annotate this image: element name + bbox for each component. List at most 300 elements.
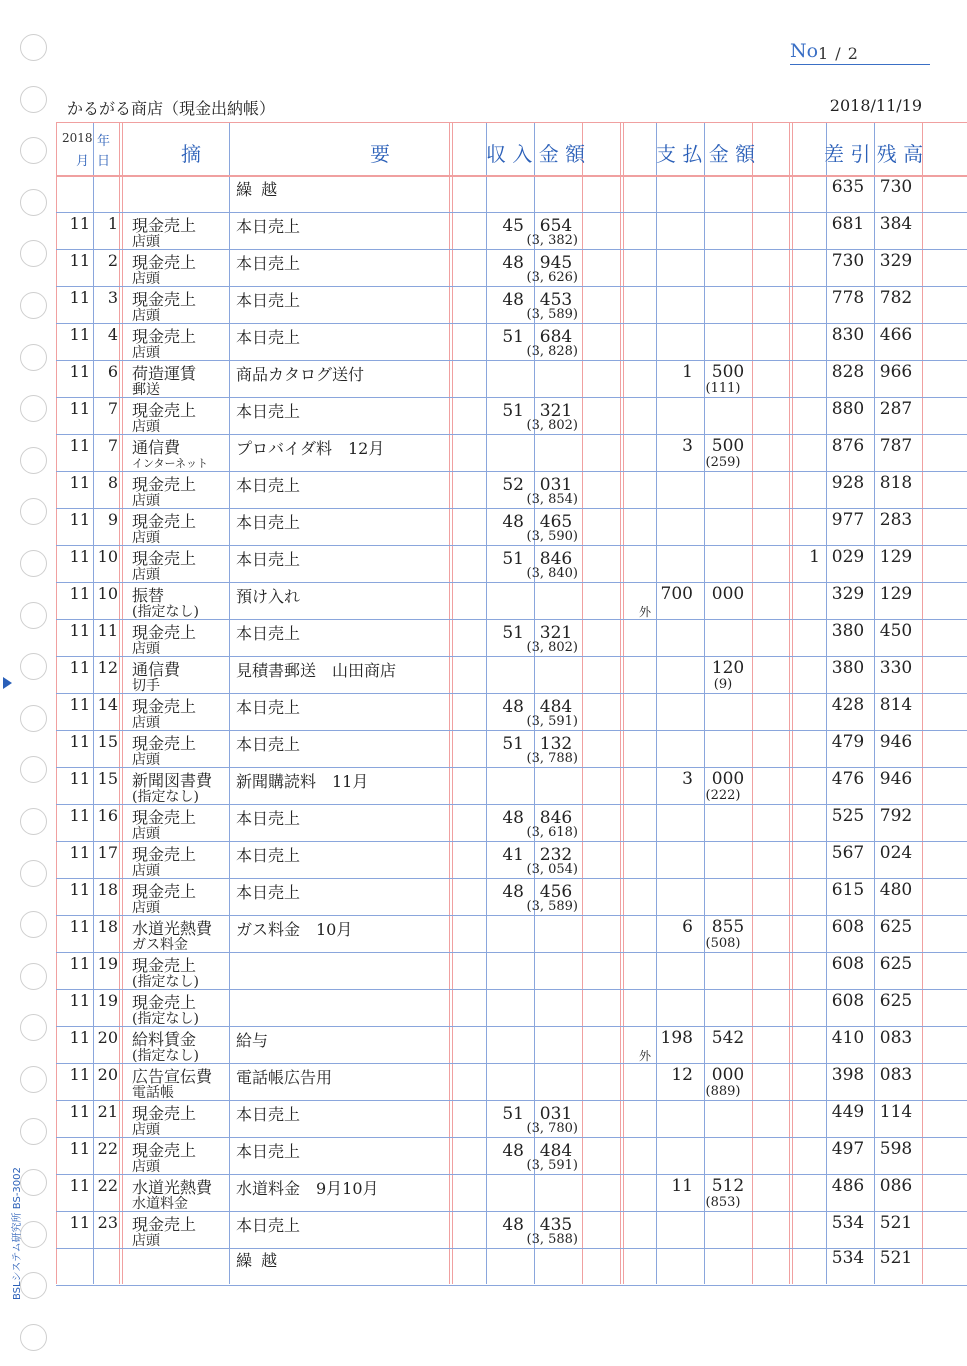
binder-hole: [20, 1118, 47, 1145]
cell-description: 本日売上: [236, 624, 301, 643]
carry-out-row: [56, 1246, 967, 1283]
ledger-row: [56, 1137, 967, 1174]
cell-day: 7: [107, 399, 118, 418]
cell-account: 現金売上: [132, 1215, 197, 1234]
cell-income-thousands: 51: [502, 623, 524, 643]
cell-balance-ones: 329: [879, 251, 913, 271]
cell-income-ones: 453: [539, 290, 573, 310]
cell-description: 本日売上: [236, 550, 301, 569]
header-month: 月: [76, 154, 90, 169]
cell-external-mark: 外: [639, 1049, 652, 1063]
cell-balance-thousands: 380: [831, 621, 865, 641]
cell-balance-thousands: 876: [831, 436, 865, 456]
cell-month: 11: [69, 1102, 90, 1121]
cell-day: 18: [97, 880, 118, 899]
cell-sub-account: 店頭: [132, 1122, 160, 1138]
cell-income-thousands: 48: [502, 1141, 524, 1161]
cell-sub-account: 店頭: [132, 752, 160, 768]
cell-month: 11: [69, 954, 90, 973]
cell-account: 現金売上: [132, 216, 197, 235]
cell-month: 11: [69, 732, 90, 751]
cell-balance-thousands: 525: [831, 806, 865, 826]
header-expense: 支 払 金 額: [656, 142, 756, 166]
cell-expense-tax: (889): [705, 1084, 741, 1099]
binder-hole: [20, 137, 47, 164]
cell-account: 水道光熱費: [132, 919, 213, 938]
cell-balance-ones: 782: [879, 288, 913, 308]
binder-hole: [20, 395, 47, 422]
cell-expense-tax: (853): [705, 1195, 741, 1210]
cell-balance-ones: 521: [879, 1213, 913, 1233]
cell-description: 本日売上: [236, 402, 301, 421]
cell-balance-ones: 287: [879, 399, 913, 419]
binder-hole: [20, 292, 47, 319]
cell-income-tax: (3, 054): [526, 862, 578, 877]
cell-external-mark: 外: [639, 605, 652, 619]
binder-hole: [20, 911, 47, 938]
cell-balance-ones: 129: [879, 584, 913, 604]
ledger-row: [56, 656, 967, 693]
cell-balance-millions: 1: [809, 547, 820, 567]
ledger-row: [56, 1063, 967, 1100]
cell-balance-thousands: 567: [831, 843, 865, 863]
cell-income-ones: 321: [539, 401, 573, 421]
cell-description: プロバイダ料 12月: [236, 439, 385, 458]
cell-expense-thousands: 1: [682, 362, 693, 382]
cell-account: 現金売上: [132, 845, 197, 864]
cell-income-thousands: 48: [502, 697, 524, 717]
cell-balance-thousands: 029: [831, 547, 865, 567]
cell-balance-thousands: 486: [831, 1176, 865, 1196]
carry-in-balance-ones: 730: [879, 177, 913, 197]
cell-day: 14: [97, 695, 118, 714]
ledger-row: [56, 1211, 967, 1248]
cell-expense-tax: (259): [705, 455, 741, 470]
cell-day: 8: [107, 473, 118, 492]
header-day: 日: [97, 154, 111, 169]
cell-income-tax: (3, 588): [526, 1232, 578, 1247]
cell-balance-ones: 625: [879, 917, 913, 937]
cell-account: 新聞図書費: [132, 771, 213, 790]
cell-description: 給与: [236, 1031, 269, 1050]
cell-balance-ones: 966: [879, 362, 913, 382]
cell-income-ones: 846: [539, 808, 573, 828]
cell-income-ones: 232: [539, 845, 573, 865]
cell-account: 現金売上: [132, 697, 197, 716]
cell-account: 現金売上: [132, 882, 197, 901]
cell-balance-thousands: 608: [831, 991, 865, 1011]
cell-income-thousands: 41: [502, 845, 524, 865]
cell-sub-account: 郵送: [132, 382, 160, 398]
carry-in-label: 繰 越: [236, 180, 280, 199]
cell-sub-account: 店頭: [132, 308, 160, 324]
cell-balance-thousands: 977: [831, 510, 865, 530]
cell-income-ones: 435: [539, 1215, 573, 1235]
cell-income-ones: 484: [539, 1141, 573, 1161]
cell-income-thousands: 48: [502, 512, 524, 532]
cell-day: 2: [107, 251, 118, 270]
cell-month: 11: [69, 1065, 90, 1084]
cell-description: 本日売上: [236, 328, 301, 347]
cell-expense-thousands: 700: [660, 584, 693, 604]
cell-balance-ones: 625: [879, 991, 913, 1011]
cell-sub-account: 店頭: [132, 530, 160, 546]
cell-account: 通信費: [132, 438, 181, 457]
page-number-label: No: [790, 40, 819, 62]
cell-month: 11: [69, 917, 90, 936]
cell-description: 本日売上: [236, 291, 301, 310]
ledger-row: [56, 767, 967, 804]
cell-expense-ones: 542: [711, 1028, 745, 1048]
cell-month: 11: [69, 399, 90, 418]
cell-description: ガス料金 10月: [236, 920, 353, 939]
cell-balance-thousands: 778: [831, 288, 865, 308]
cell-day: 20: [97, 1065, 118, 1084]
carry-in-row: [56, 175, 967, 212]
cell-expense-thousands: 6: [682, 917, 693, 937]
cell-description: 本日売上: [236, 846, 301, 865]
cell-income-tax: (3, 828): [526, 344, 578, 359]
cell-account: 水道光熱費: [132, 1178, 213, 1197]
cell-income-thousands: 48: [502, 253, 524, 273]
header-summary-left: 摘: [181, 142, 201, 166]
cell-expense-ones: 512: [711, 1176, 745, 1196]
cell-income-ones: 031: [539, 1104, 573, 1124]
cell-day: 9: [107, 510, 118, 529]
cell-description: 商品カタログ送付: [236, 365, 365, 384]
cell-balance-thousands: 410: [831, 1028, 865, 1048]
cell-balance-ones: 480: [879, 880, 913, 900]
binder-hole: [20, 240, 47, 267]
cell-day: 1: [107, 214, 118, 233]
cell-income-tax: (3, 618): [526, 825, 578, 840]
cell-day: 10: [97, 584, 118, 603]
cell-month: 11: [69, 806, 90, 825]
cell-income-tax: (3, 802): [526, 418, 578, 433]
ledger-row: [56, 878, 967, 915]
cell-income-ones: 684: [539, 327, 573, 347]
cell-balance-thousands: 497: [831, 1139, 865, 1159]
cell-income-ones: 484: [539, 697, 573, 717]
cell-income-ones: 465: [539, 512, 573, 532]
cell-day: 6: [107, 362, 118, 381]
cell-month: 11: [69, 510, 90, 529]
cell-income-tax: (3, 589): [526, 307, 578, 322]
header-summary-right: 要: [370, 142, 390, 166]
binder-hole: [20, 756, 47, 783]
cell-income-thousands: 51: [502, 401, 524, 421]
binder-hole: [20, 1066, 47, 1093]
ledger-row: [56, 582, 967, 619]
cell-expense-thousands: 12: [671, 1065, 693, 1085]
ledger-row: [56, 397, 967, 434]
cell-description: 預け入れ: [236, 587, 301, 606]
cell-income-tax: (3, 626): [526, 270, 578, 285]
cell-account: 給料賃金: [132, 1030, 197, 1049]
ledger-row: [56, 508, 967, 545]
cell-balance-ones: 814: [879, 695, 913, 715]
cell-day: 22: [97, 1176, 118, 1195]
cell-month: 11: [69, 547, 90, 566]
cell-day: 15: [97, 769, 118, 788]
binder-hole: [20, 498, 47, 525]
cell-month: 11: [69, 214, 90, 233]
cell-balance-ones: 086: [879, 1176, 913, 1196]
cell-description: 本日売上: [236, 254, 301, 273]
cell-month: 11: [69, 325, 90, 344]
binder-hole: [20, 705, 47, 732]
cell-balance-ones: 083: [879, 1065, 913, 1085]
binder-hole: [20, 550, 47, 577]
cell-balance-ones: 466: [879, 325, 913, 345]
ledger-row: [56, 1026, 967, 1063]
cell-month: 11: [69, 473, 90, 492]
cell-balance-ones: 450: [879, 621, 913, 641]
cell-balance-thousands: 928: [831, 473, 865, 493]
cell-description: 本日売上: [236, 1216, 301, 1235]
cell-balance-thousands: 880: [831, 399, 865, 419]
binder-hole: [20, 34, 47, 61]
ledger-row: [56, 730, 967, 767]
cell-day: 22: [97, 1139, 118, 1158]
cell-income-tax: (3, 788): [526, 751, 578, 766]
cell-day: 3: [107, 288, 118, 307]
cell-account: 現金売上: [132, 956, 197, 975]
cell-sub-account: (指定なし): [132, 1011, 199, 1027]
cell-sub-account: 電話帳: [132, 1085, 174, 1101]
cell-income-ones: 321: [539, 623, 573, 643]
ledger-row: [56, 471, 967, 508]
cell-sub-account: ガス料金: [132, 937, 188, 953]
cell-sub-account: インターネット: [132, 457, 209, 470]
cell-day: 12: [97, 658, 118, 677]
cell-sub-account: 店頭: [132, 271, 160, 287]
cell-day: 4: [107, 325, 118, 344]
cell-balance-thousands: 398: [831, 1065, 865, 1085]
cell-balance-thousands: 534: [831, 1213, 865, 1233]
cell-month: 11: [69, 1139, 90, 1158]
cell-account: 現金売上: [132, 253, 197, 272]
cell-income-tax: (3, 590): [526, 529, 578, 544]
cell-income-tax: (3, 589): [526, 899, 578, 914]
cell-description: 本日売上: [236, 476, 301, 495]
cell-day: 19: [97, 991, 118, 1010]
cell-expense-ones: 000: [711, 584, 745, 604]
cell-account: 現金売上: [132, 290, 197, 309]
cell-sub-account: 店頭: [132, 345, 160, 361]
binder-hole: [20, 189, 47, 216]
cell-income-thousands: 48: [502, 808, 524, 828]
cell-income-tax: (3, 802): [526, 640, 578, 655]
ledger-row: [56, 545, 967, 582]
cell-month: 11: [69, 658, 90, 677]
cell-income-thousands: 51: [502, 549, 524, 569]
cell-account: 現金売上: [132, 623, 197, 642]
cell-balance-thousands: 730: [831, 251, 865, 271]
cell-balance-ones: 787: [879, 436, 913, 456]
cell-month: 11: [69, 251, 90, 270]
ledger-row: [56, 249, 967, 286]
cell-balance-ones: 024: [879, 843, 913, 863]
cell-balance-thousands: 681: [831, 214, 865, 234]
cell-sub-account: 店頭: [132, 1233, 160, 1249]
carry-out-balance-ones: 521: [879, 1248, 913, 1268]
cell-month: 11: [69, 769, 90, 788]
cell-month: 11: [69, 621, 90, 640]
cell-description: 本日売上: [236, 883, 301, 902]
cell-account: 現金売上: [132, 734, 197, 753]
cell-balance-thousands: 615: [831, 880, 865, 900]
cell-income-thousands: 48: [502, 882, 524, 902]
ledger-row: [56, 915, 967, 952]
cell-income-thousands: 48: [502, 1215, 524, 1235]
cell-sub-account: 店頭: [132, 863, 160, 879]
cell-income-thousands: 51: [502, 327, 524, 347]
arrow-marker-icon: [3, 677, 12, 689]
cell-description: 本日売上: [236, 809, 301, 828]
binder-hole: [20, 86, 47, 113]
cell-expense-thousands: 3: [682, 769, 693, 789]
ledger-row: [56, 286, 967, 323]
cell-expense-tax: (508): [705, 936, 741, 951]
cell-account: 現金売上: [132, 1141, 197, 1160]
carry-out-balance-thousands: 534: [831, 1248, 865, 1268]
cell-balance-thousands: 608: [831, 954, 865, 974]
cell-sub-account: 店頭: [132, 419, 160, 435]
cell-income-thousands: 48: [502, 290, 524, 310]
cell-balance-ones: 598: [879, 1139, 913, 1159]
binder-hole: [20, 602, 47, 629]
cell-balance-thousands: 608: [831, 917, 865, 937]
cell-day: 11: [97, 621, 118, 640]
cell-day: 17: [97, 843, 118, 862]
binder-hole: [20, 1014, 47, 1041]
page-number: [790, 40, 930, 65]
cell-month: 11: [69, 880, 90, 899]
grid-horizontal-line: [56, 1285, 967, 1286]
binder-hole: [20, 447, 47, 474]
cell-expense-ones: 500: [711, 362, 745, 382]
cell-balance-ones: 083: [879, 1028, 913, 1048]
page-number-value: 1 / 2: [818, 44, 859, 63]
cell-day: 21: [97, 1102, 118, 1121]
cell-month: 11: [69, 1176, 90, 1195]
cell-day: 10: [97, 547, 118, 566]
cell-description: 水道料金 9月10月: [236, 1179, 379, 1198]
cell-account: 現金売上: [132, 475, 197, 494]
cell-balance-thousands: 449: [831, 1102, 865, 1122]
cell-expense-ones: 000: [711, 1065, 745, 1085]
ledger-row: [56, 434, 967, 471]
cell-sub-account: 店頭: [132, 900, 160, 916]
cell-account: 現金売上: [132, 512, 197, 531]
cell-description: 電話帳広告用: [236, 1068, 333, 1087]
binder-hole: [20, 1169, 47, 1196]
cell-sub-account: 店頭: [132, 567, 160, 583]
cell-income-tax: (3, 382): [526, 233, 578, 248]
ledger-row: [56, 693, 967, 730]
cell-description: 本日売上: [236, 217, 301, 236]
cell-account: 現金売上: [132, 1104, 197, 1123]
cell-balance-ones: 946: [879, 732, 913, 752]
cell-income-ones: 456: [539, 882, 573, 902]
cell-expense-tax: (9): [713, 677, 733, 692]
cell-account: 通信費: [132, 660, 181, 679]
ledger-row: [56, 1100, 967, 1137]
grid-horizontal-line: [56, 122, 967, 123]
cell-sub-account: (指定なし): [132, 974, 199, 990]
cell-income-ones: 031: [539, 475, 573, 495]
binder-hole: [20, 808, 47, 835]
cell-day: 20: [97, 1028, 118, 1047]
cell-balance-thousands: 476: [831, 769, 865, 789]
cell-account: 現金売上: [132, 327, 197, 346]
cell-expense-tax: (111): [705, 381, 741, 396]
cell-balance-thousands: 428: [831, 695, 865, 715]
cell-income-tax: (3, 854): [526, 492, 578, 507]
cell-day: 16: [97, 806, 118, 825]
ledger-row: [56, 323, 967, 360]
ledger-row: [56, 841, 967, 878]
cell-income-tax: (3, 591): [526, 714, 578, 729]
cell-balance-ones: 129: [879, 547, 913, 567]
cell-expense-ones: 120: [711, 658, 745, 678]
cell-account: 振替: [132, 586, 165, 605]
cell-month: 11: [69, 991, 90, 1010]
header-income: 収 入 金 額: [486, 142, 586, 166]
ledger-row: [56, 212, 967, 249]
cell-day: 19: [97, 954, 118, 973]
cell-expense-tax: (222): [705, 788, 741, 803]
carry-in-balance-thousands: 635: [831, 177, 865, 197]
cell-sub-account: 店頭: [132, 641, 160, 657]
cell-account: 広告宣伝費: [132, 1067, 213, 1086]
cell-sub-account: (指定なし): [132, 1048, 199, 1064]
cell-description: 本日売上: [236, 1142, 301, 1161]
binder-hole: [20, 653, 47, 680]
cell-income-thousands: 51: [502, 1104, 524, 1124]
cell-expense-thousands: 3: [682, 436, 693, 456]
cell-sub-account: 店頭: [132, 234, 160, 250]
ledger-date: 2018/11/19: [829, 96, 922, 115]
cell-account: 現金売上: [132, 401, 197, 420]
ledger-title: かるがる商店（現金出納帳）: [67, 99, 276, 118]
cell-income-thousands: 52: [502, 475, 524, 495]
cell-day: 18: [97, 917, 118, 936]
cell-balance-thousands: 380: [831, 658, 865, 678]
cell-month: 11: [69, 1028, 90, 1047]
cell-balance-ones: 818: [879, 473, 913, 493]
cell-description: 本日売上: [236, 513, 301, 532]
cell-sub-account: (指定なし): [132, 604, 199, 620]
cell-balance-ones: 946: [879, 769, 913, 789]
cell-month: 11: [69, 695, 90, 714]
ledger-row: [56, 619, 967, 656]
ledger-row: [56, 952, 967, 989]
binder-hole: [20, 1221, 47, 1248]
header-year-unit: 年: [97, 134, 111, 149]
cell-balance-ones: 384: [879, 214, 913, 234]
cell-income-thousands: 51: [502, 734, 524, 754]
cell-balance-ones: 330: [879, 658, 913, 678]
cell-balance-ones: 625: [879, 954, 913, 974]
cell-sub-account: 店頭: [132, 1159, 160, 1175]
cell-account: 荷造運賃: [132, 364, 197, 383]
cell-month: 11: [69, 436, 90, 455]
cell-description: 新聞購読料 11月: [236, 772, 369, 791]
cell-expense-thousands: 198: [660, 1028, 693, 1048]
cell-balance-thousands: 828: [831, 362, 865, 382]
